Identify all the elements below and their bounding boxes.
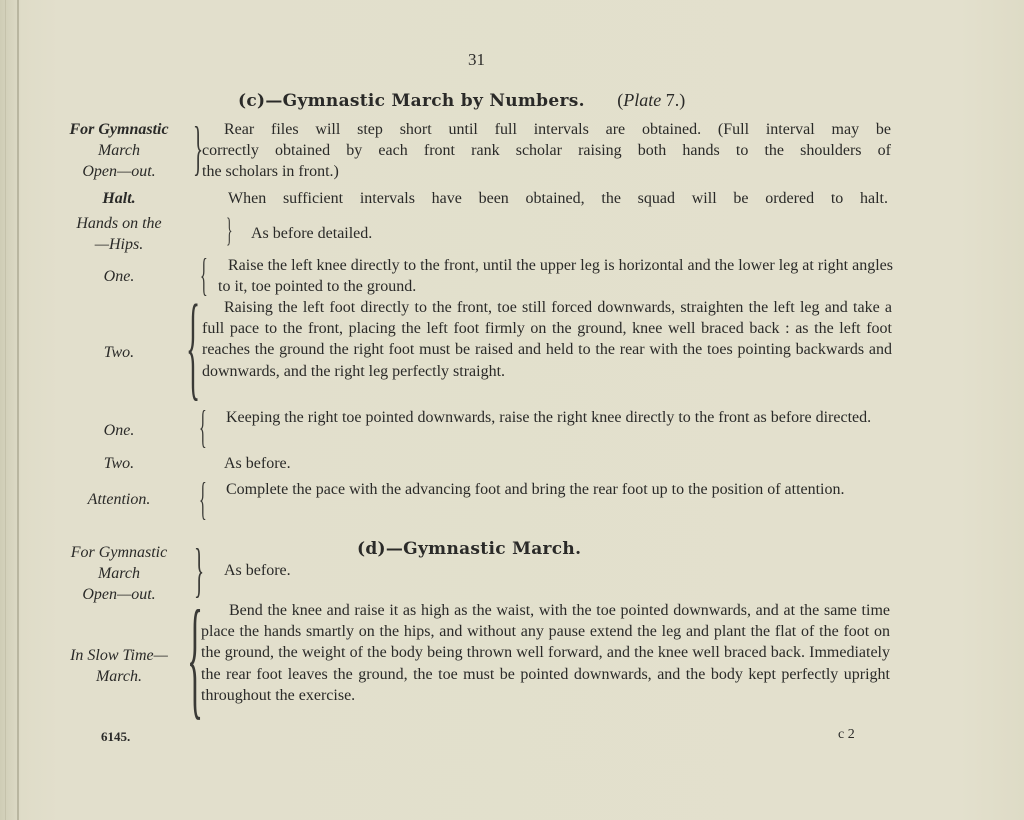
- margin-attention: Attention.: [87, 491, 151, 508]
- section-d-heading: [357, 538, 581, 559]
- as-before-detailed-text: As before detailed.: [251, 225, 373, 242]
- margin-slow-time: In Slow Time— March.: [70, 647, 168, 685]
- margin-one-b: One.: [103, 422, 135, 439]
- margin-one-a: One.: [103, 268, 135, 285]
- brace-rear-files: }: [193, 115, 204, 181]
- section-c-heading: [238, 90, 685, 111]
- one-a-text: Raise the left knee directly to the front, until the upper leg is horizontal and the lower leg at right angles to it, toe pointed to the ground.: [218, 257, 893, 295]
- one-b-text: Keeping the right toe pointed downwards, raise the right knee directly to the front as before directed.: [226, 409, 872, 426]
- margin-halt: Halt.: [102, 190, 136, 207]
- two-a-text: Raising the left foot directly to the front, toe still forced downwards, straighten the left leg and take a full pace to the front, placing the left foot firmly on the ground, knee well braced back : as the left foot reaches the ground the right foot must be raised and held to the rear with the toes pointing backwards and downwards, and the right leg perfectly straight.: [202, 299, 892, 380]
- footer-signature-mark: c 2: [838, 727, 855, 742]
- page-gutter-line: [17, 0, 19, 820]
- attention-text: Complete the pace with the advancing foot and bring the rear foot up to the position of attention.: [226, 481, 845, 498]
- page-edge-shadow: [5, 0, 6, 820]
- brace-two-a: {: [186, 280, 201, 411]
- margin-two-b: Two.: [103, 455, 135, 472]
- two-b-text: As before.: [224, 455, 291, 472]
- rear-files-text: Rear files will step short until full intervals are obtained. (Full interval may be correctly obtained by each front rank scholar raising both hands to the shoulders of the scholars in front.): [202, 121, 891, 181]
- footer-signature: 6145.: [101, 729, 131, 744]
- page-number: 31: [468, 50, 485, 69]
- margin-hands-on-hips: Hands on the —Hips.: [76, 215, 162, 253]
- brace-attention: {: [199, 473, 207, 524]
- margin-gym-march-open-out-d: For Gymnastic March Open—out.: [70, 544, 168, 603]
- as-before-d-text: As before.: [224, 562, 291, 579]
- brace-slow-time: {: [187, 583, 204, 731]
- margin-two-a: Two.: [103, 344, 135, 361]
- brace-one-b: {: [199, 401, 207, 452]
- slow-time-text: Bend the knee and raise it as high as the waist, with the toe pointed downwards, and at the same time place the hands smartly on the hips, and without any pause extend the leg and plant the flat of the foot on the ground, the weight of the body being thrown well forward, and the knee well braced back. Immediately the rear foot leaves the ground, the toe must be pointed downwards, and the body kept perfectly upright throughout the exercise.: [201, 602, 890, 704]
- brace-section-d: }: [194, 537, 205, 603]
- halt-text: When sufficient intervals have been obtained, the squad will be ordered to halt.: [228, 190, 888, 207]
- margin-gym-march-open-out: For Gymnastic March Open—out.: [69, 121, 169, 180]
- brace-hands-on-hips: }: [226, 212, 233, 249]
- section-d-title: (d)—Gymnastic March.: [357, 539, 582, 559]
- plate-reference: (Plate 7.): [617, 90, 686, 110]
- section-c-title: (c)—Gymnastic March by Numbers.: [238, 91, 585, 111]
- brace-one-a: {: [200, 249, 208, 300]
